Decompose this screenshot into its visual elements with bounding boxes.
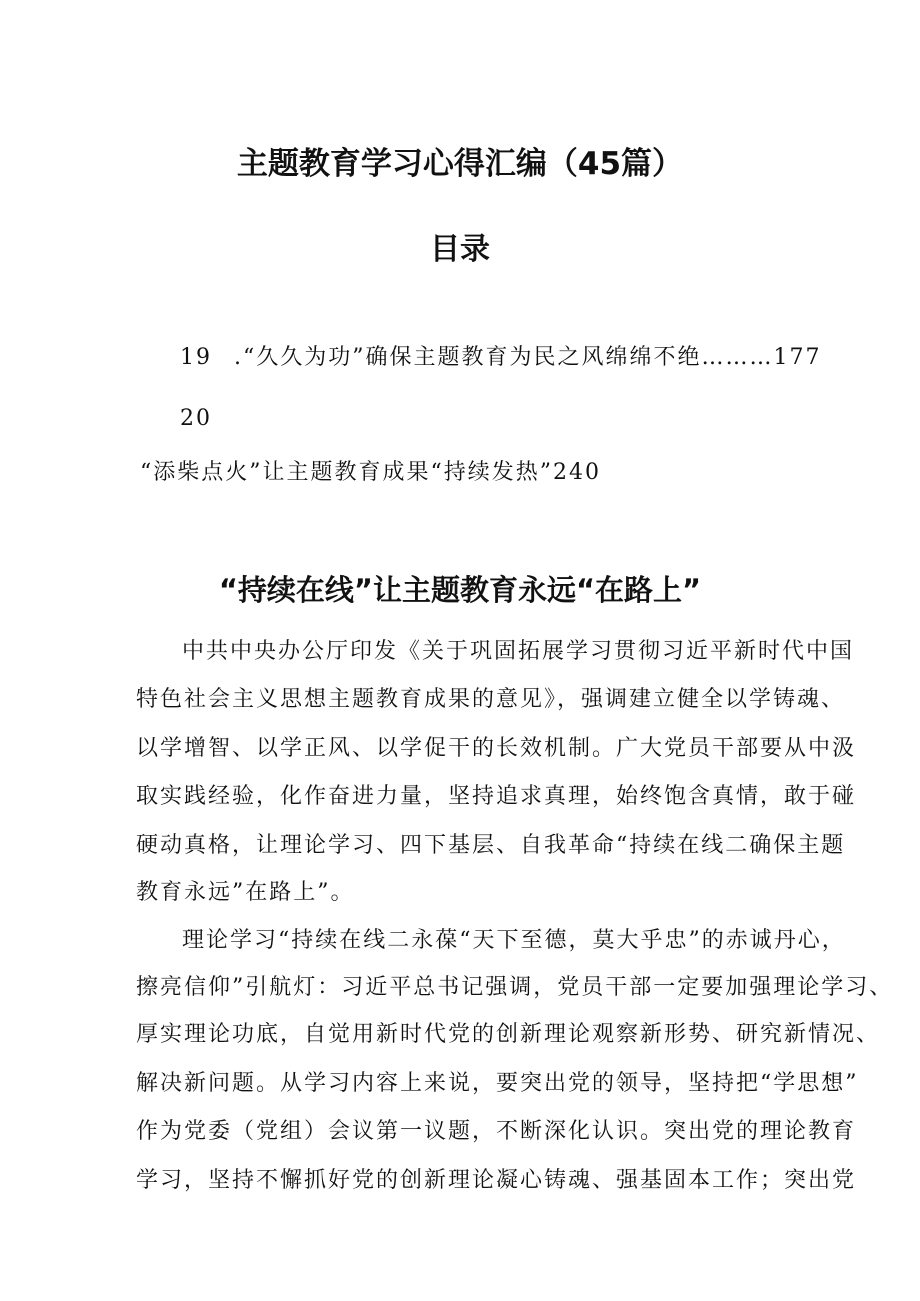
article-title: “持续在线”让主题教育永远“在路上”	[218, 573, 702, 607]
paragraph-line: 理论学习“持续在线二永葆“天下至德，莫大乎忠”的赤诚丹心，	[182, 928, 846, 953]
paragraph-line: 厚实理论功底，自觉用新时代党的创新理论观察新形势、研究新情况、	[136, 1022, 881, 1047]
toc-entry-text: “久久为功”确保主题教育为民之风绵绵不绝………177	[243, 345, 822, 370]
paragraph-line: 擦亮信仰”引航灯：习近平总书记强调，党员干部一定要加强理论学习、	[136, 975, 894, 1000]
toc-entry-20-text[interactable]: “添柴点火”让主题教育成果“持续发热”240	[140, 460, 601, 485]
toc-entry-number: 19	[180, 345, 212, 370]
document-title: 主题教育学习心得汇编（45篇）	[236, 146, 684, 182]
paragraph-line: 作为党委（党组）会议第一议题，不断深化认识。突出党的理论教育	[136, 1119, 857, 1144]
paragraph-line: 取实践经验，化作奋进力量，坚持追求真理，始终饱含真情，敢于碰	[136, 784, 857, 809]
paragraph-line: 教育永远”在路上”。	[136, 880, 355, 905]
paragraph-line: 解决新问题。从学习内容上来说，要突出党的领导，坚持把“学思想”	[136, 1071, 859, 1096]
paragraph-line: 以学增智、以学正风、以学促干的长效机制。广大党员干部要从中汲	[136, 736, 857, 761]
paragraph-line: 特色社会主义思想主题教育成果的意见》，强调建立健全以学铸魂、	[136, 687, 846, 712]
paragraph-line: 中共中央办公厅印发《关于巩固拓展学习贯彻习近平新时代中国	[182, 639, 855, 664]
toc-entry-19[interactable]	[180, 340, 822, 371]
paragraph-line: 学习，坚持不懈抓好党的创新理论凝心铸魂、强基固本工作；突出党	[136, 1168, 857, 1193]
paragraph-line: 硬动真格，让理论学习、四下基层、自我革命“持续在线二确保主题	[136, 833, 846, 858]
toc-heading: 目录	[430, 232, 490, 267]
toc-entry-20-number[interactable]: 20	[180, 406, 212, 431]
toc-entry-separator: .	[234, 345, 243, 370]
